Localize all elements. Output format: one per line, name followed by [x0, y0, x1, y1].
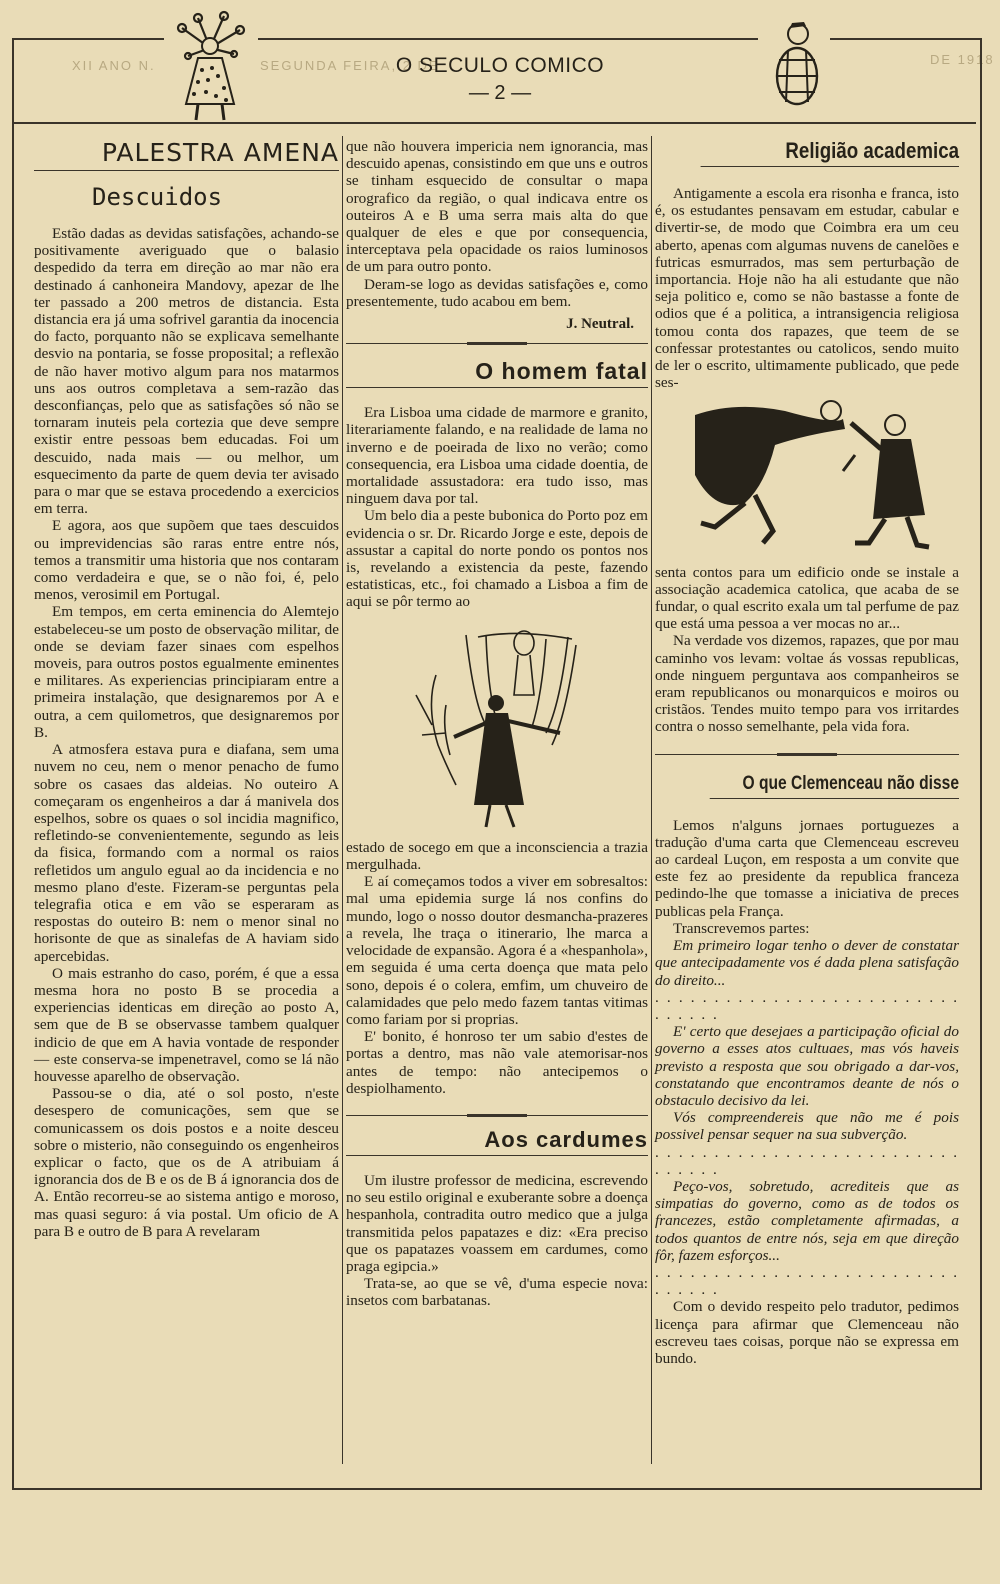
- paragraph: Era Lisboa uma cidade de marmore e granito, literariamente falando, e na realidade de lama no inverno e de poeirada de lixo no verão; como consequencia, era Lisboa uma cidade doentia, de mortalidade assustadora: era tudo isso, mas ninguem dava por tal.: [346, 404, 648, 508]
- ghost-text-left: XII ANO N.: [72, 58, 156, 73]
- ellipsis-line: . . . . . . . . . . . . . . . . . . . . . . . . . . . . . . . .: [655, 1263, 959, 1299]
- illustration-students: [655, 395, 959, 559]
- paragraph: E aí começamos todos a viver em sobresaltos: mal uma epidemia surge lá nos confins do mundo, logo o nosso doutor desmancha-prazeres a revela, lhe traça o itinerario, lhe marca a velocidade de expansão. Agora é a «hespanhola», em seguida é uma certa doença que mata pelo sono, depois é o colera, emfim, um chuveiro de calamidades que pelo medo fazem tantas vitimas como fariam por si proprias.: [346, 873, 648, 1028]
- paragraph: Um belo dia a peste bubonica do Porto poz em evidencia o sr. Dr. Ricardo Jorge e este, depois de assustar a capital do norte pondo os pontos nos is, revelando a existencia da peste, fazendo estatisticas, etc., foi chamado a Lisboa a fim de aqui se pôr termo ao: [346, 507, 648, 611]
- paragraph: que não houvera impericia nem ignorancia, mas descuido apenas, consistindo em que uns e outros se tinham esquecido de consultar o mapa orografico da região, o qual indicava entre os outeiros A e B uma serra mais alta do que qualquer de eles e que por consequencia, interceptava pela opacidade os raios luminosos de um para outro ponto.: [346, 138, 648, 276]
- ornamental-divider: [655, 750, 959, 760]
- ellipsis-line: . . . . . . . . . . . . . . . . . . . . . . . . . . . . . . . .: [655, 988, 959, 1023]
- quote-paragraph: Peço-vos, sobretudo, acrediteis que as simpatias do governo, como as de todos os francezes, estão completamente afirmadas, a todos quantos de entre nós, seja em que direção fôr, fazem esforços...: [655, 1177, 959, 1264]
- quote-paragraph: E' certo que desejaes a participação oficial do governo a esses atos cultuaes, mas vós haveis previsto a resposta que sou obrigado a dar-vos, constatando que encontramos deante de nós o obstaculo decisivo da lei.: [655, 1023, 959, 1109]
- paragraph: estado de socego em que a inconsciencia a trazia mergulhada.: [346, 838, 648, 874]
- letter-quote: [655, 937, 959, 1298]
- quote-paragraph: Vós compreendereis que não me é pois possivel pensar sequer na sua subverção.: [655, 1109, 959, 1144]
- section-title-palestra: PALESTRA AMENA: [34, 138, 339, 171]
- column-divider-2: [651, 136, 652, 1464]
- paragraph: Transcrevemos partes:: [673, 919, 810, 937]
- masthead-title: O SECULO COMICO: [395, 54, 605, 77]
- paragraph: Um ilustre professor de medicina, escrevendo no seu estilo original e exuberante sobre a doença hespanhola, contradita outro medico que a julga transmitida pelos papatazes e diz: «Era preciso que os papatazes voassem em cardumes, como praga egipcia.»: [346, 1171, 648, 1275]
- paragraph: Lemos n'alguns jornaes portuguezes a tradução d'uma carta que Clemenceau escreveu ao cardeal Luçon, em resposta a um convite que este fez ao presidente da republica franceza pedindo-lhe que tomasse a iniciativa de preces publicas pela França.: [655, 816, 959, 920]
- paragraph: senta contos para um edificio onde se instale a associação academica catolica, que acaba de se fundar, o qual escrito exala um tal perfume de paz que está uma pessoa a ver mocas no ar...: [655, 563, 959, 633]
- paragraph: Antigamente a escola era risonha e franca, isto é, os estudantes pensavam em estudar, cabular e divertir-se, de modo que Coimbra era um ceu aberto, apenas com algumas nuvens de canelões e futricas esmurrados, mas sem perturbação de importancia. Hoje não ha ali estudante que não seja politico e, como se não bastasse a fonte de odios que é a politica, a intransigencia religiosa tomou conta dos rapazes, que teem de se confessar protestantes ou catolicos, sendo muito de ler o escrito, ultimamente publicado, que pede ses-: [655, 185, 959, 392]
- paragraph: E' bonito, é honroso ter um sabio d'estes de portas a dentro, mas não vale atemorisar-nos antes de tempo: não antecipemos o despiolhamento.: [346, 1028, 648, 1097]
- column-1: [34, 138, 339, 1240]
- paragraph: Estão dadas as devidas satisfações, achando-se positivamente averiguado que o balasio despedido da terra em direção ao mar não era destinado á canhoneira Mandovy, apezar de lhe ter passado a 200 metros de distancia. Esta distancia era já uma sofrivel garantia da inocencia do facto, porquanto não se explicava semelhante desvio na pontaria, se fosse proposital; a reflexão de não haver motivo algum para nos matarmos uns aos outros completava a sem-razão das desconfianças, pelo que as satisfações só não se tornaram inuteis pela cortezia que deve sempre existir entre pessoas bem educadas. Foi um descuido, nada mais — ou melhor, um esquecimento da parte de quem devia ter avisado para o mar que se estava procedendo a exercicios em terra.: [34, 225, 339, 518]
- ornamental-divider: [346, 1111, 648, 1121]
- ellipsis-line: . . . . . . . . . . . . . . . . . . . . . . . . . . . . . . . .: [655, 1143, 959, 1178]
- page-number: — 2 —: [468, 82, 532, 104]
- paragraph: Com o devido respeito pelo tradutor, pedimos licença para afirmar que Clemenceau não escreveu taes coisas, porque não se expressa em bundo.: [655, 1298, 959, 1367]
- paragraph: A atmosfera estava pura e diafana, sem uma nuvem no ceu, nem o menor penacho de fumo sobre os casaes das aldeias. No outeiro A começaram os engenheiros a dar á manivela dos espelhos, sobre os quaes o sol incidia magnifico, refletindo-se convenientemente, segundo as leis da fisica, formando com a normal os raios refletidos um angulo egual ao da incidencia e no mesmo plano d'este. Fizeram-se perguntas pela telegrafia otica e em vão se esperaram as respostas do outeiro B: nem o menor sinal no horisonte de que as sinalefas de A haviam sido apercebidas.: [34, 741, 339, 965]
- article-title-aos-cardumes: Aos cardumes: [346, 1127, 648, 1156]
- ornamental-divider: [346, 339, 648, 349]
- paragraph: O mais estranho do caso, porém, é que a essa mesma hora no posto B se procedia a experiencias identicas em direção ao posto A, sem que de B se observasse tambem qualquer indicio de que em A havia vontade de responder — este conserva-se impenetravel, como se lá não houvesse aparelho de observação.: [34, 964, 339, 1085]
- illustration-doctor: [346, 615, 648, 835]
- signature: J. Neutral.: [566, 316, 634, 333]
- paragraph: Na verdade vos dizemos, rapazes, que por mau caminho vos levam: voltae ás vossas republicas, onde ninguem perguntava aos companheiros se eram republicanos ou monarquicos e moiros ou cristãos. Tendes muito tempo para vos irritardes contra o nosso semelhante, pela vida fora.: [655, 632, 959, 736]
- paragraph: E agora, aos que supõem que taes descuidos ou imprevidencias são raras entre entre nós, temos a transmitir uma historia que nos contaram como verdadeira e que, se o não foi, é, pelo menos, verosimil em Portugal.: [34, 517, 339, 604]
- column-divider-1: [342, 136, 343, 1464]
- article-title-homem-fatal: O homem fatal: [346, 357, 648, 388]
- column-3: [655, 138, 959, 1367]
- ghost-text-mid: SEGUNDA FEIRA, 2 DE: [260, 58, 440, 73]
- ghost-text-right: DE 1918: [930, 52, 995, 67]
- article-title-clemenceau: O que Clemenceau não disse: [710, 772, 959, 799]
- article-title-descuidos: Descuidos: [92, 183, 223, 211]
- column-2: [346, 138, 648, 1310]
- article-title-religiao: Religião academica: [701, 138, 959, 167]
- paragraph: Em tempos, em certa eminencia do Alemtejo estabeleceu-se um posto de observação militar, de onde se deviam fazer sinaes com espelhos moveis, para outros postos egualmente eminentes e militares. As experiencias principiaram entre a primeira instalação, que designaremos por A e outra, a cem quilometros, que designaremos por B.: [34, 603, 339, 741]
- paragraph: Trata-se, ao que se vê, d'uma especie nova: insetos com barbatanas.: [346, 1275, 648, 1310]
- paragraph: Passou-se o dia, até o sol posto, n'este desespero de comunicações, sem que se comunicassem os dois postos e a noite desceu sobre o misterio, não conseguindo os engenheiros explicar o facto, que os de A atribuiam á ignorancia dos de B e os de B á ignorancia dos de A. Então recorreu-se ao sistema antigo e moroso, mas quasi seguro: á via postal. Um oficio de A para B e outro de B para A revelaram: [34, 1085, 339, 1240]
- quote-paragraph: Em primeiro logar tenho o dever de constatar que antecipadamente vos é dada plena satisfação do direito...: [655, 937, 959, 989]
- paragraph: Deram-se logo as devidas satisfações e, como presentemente, tudo acabou em bem.: [346, 275, 648, 310]
